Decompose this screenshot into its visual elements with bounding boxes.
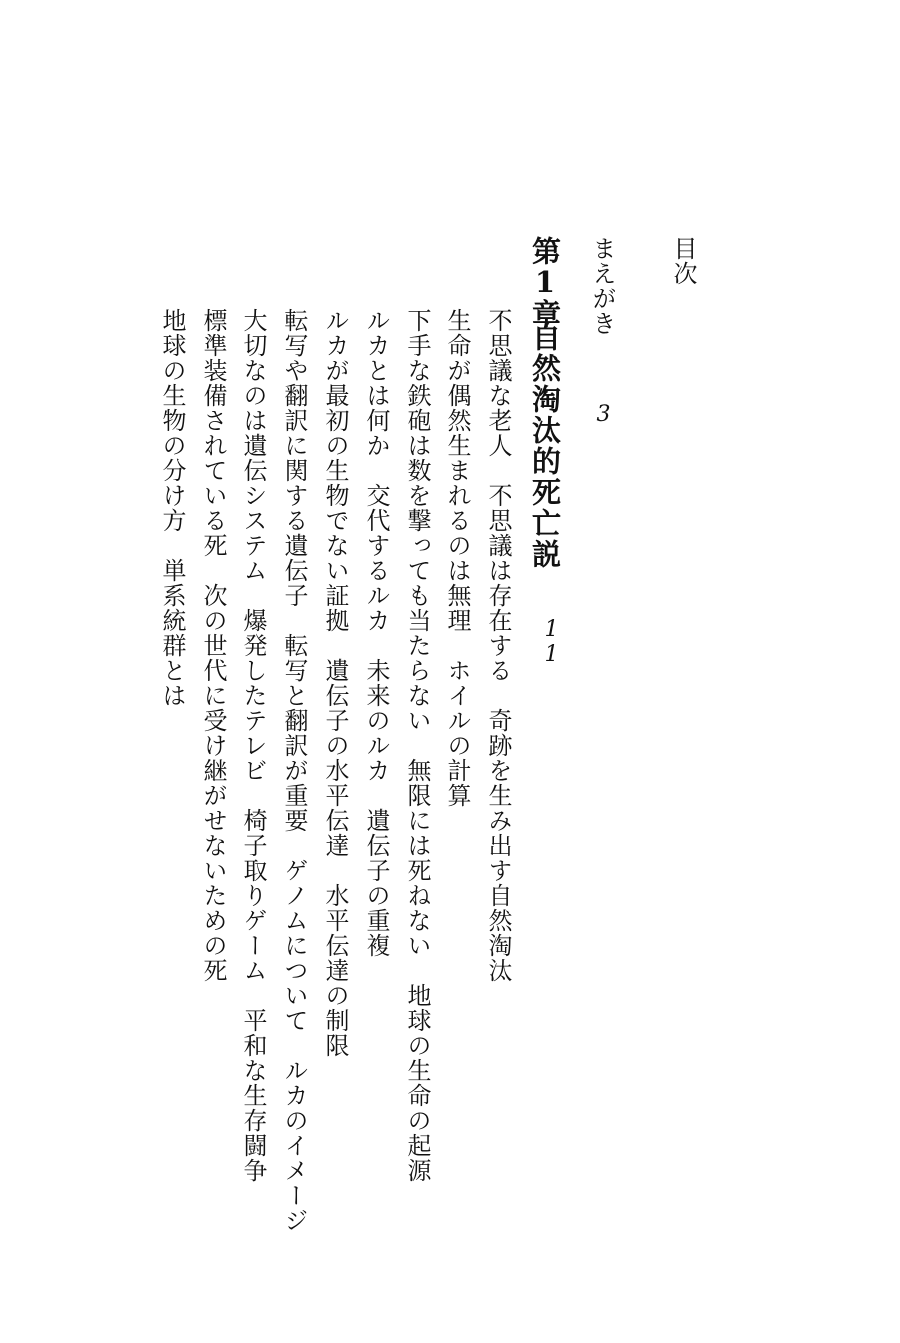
toc-entry: 生命が偶然生まれるのは無理 ホイルの計算	[443, 308, 471, 808]
preface-page-number: 3	[591, 402, 616, 427]
toc-entry: ルカとは何か 交代するルカ 未来のルカ 遺伝子の重複	[362, 308, 390, 958]
toc-entry: 不思議な老人 不思議は存在する 奇跡を生み出す自然淘汰	[484, 308, 512, 983]
chapter-page-number: 11	[539, 617, 564, 667]
toc-entry: 下手な鉄砲は数を撃っても当たらない 無限には死ねない 地球の生命の起源	[403, 308, 431, 1183]
toc-entry: 大切なのは遺伝システム 爆発したテレビ 椅子取りゲーム 平和な生存闘争	[239, 308, 267, 1183]
toc-entry: 転写や翻訳に関する遺伝子 転写と翻訳が重要 ゲノムについて ルカのイメージ	[280, 308, 308, 1233]
toc-entry: 標準装備されている死 次の世代に受け継がせないための死	[199, 308, 227, 983]
chapter-title: 自然淘汰的死亡説	[528, 322, 562, 570]
toc-title: 目次	[669, 236, 697, 286]
toc-entry: ルカが最初の生物でない証拠 遺伝子の水平伝達 水平伝達の制限	[321, 308, 349, 1058]
preface-label: まえがき	[588, 236, 616, 336]
chapter-number: 第1章	[528, 236, 562, 328]
toc-entry: 地球の生物の分け方 単系統群とは	[158, 308, 186, 708]
